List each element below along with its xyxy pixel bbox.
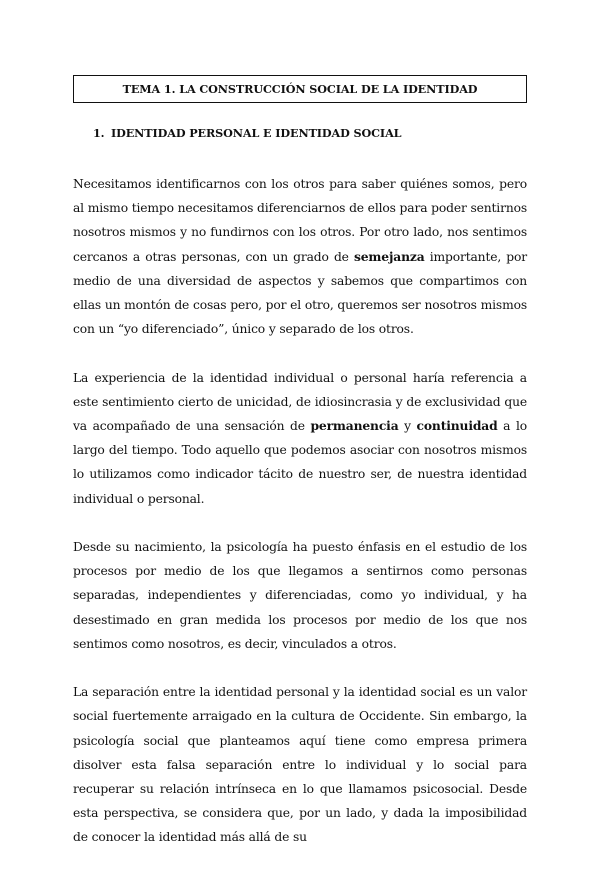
section-heading — [93, 126, 401, 140]
section-number: 1. — [93, 126, 105, 140]
paragraph-text: La experiencia de la identidad individual o personal haría referencia a este sentimiento cierto de unicidad, de idiosincrasia y de exclusividad que va acompañado de una sensación de — [73, 370, 527, 434]
bold-term-semejanza: semejanza — [353, 248, 425, 264]
bold-term-continuidad: continuidad — [416, 418, 498, 434]
paragraph-1 — [73, 172, 527, 341]
bold-term-permanencia: permanencia — [310, 418, 399, 434]
paragraph-2 — [73, 366, 527, 511]
paragraph-text: importante, por medio de una diversidad de aspectos y sabemos que compartimos con ellas un montón de cosas pero, por el otro, queremos ser nosotros mismos con un “yo diferenciado”, único y separado de los otros. — [73, 249, 527, 337]
paragraph-text: Necesitamos identificarnos con los otros para saber quiénes somos, pero al mismo tiempo necesitamos diferenciarnos de ellos para poder sentirnos nosotros mismos y no fundirnos con los otros. Por otro lado, nos sentimos cercanos a otras personas, con un grado de — [73, 177, 527, 264]
paragraph-4 — [73, 680, 527, 849]
document-title — [73, 75, 527, 103]
document-title-text: TEMA 1. LA CONSTRUCCIÓN SOCIAL DE LA IDENTIDAD — [122, 82, 478, 96]
document-body — [73, 172, 527, 874]
paragraph-text: y — [398, 419, 417, 434]
paragraph-3 — [73, 535, 527, 656]
paragraph-text: La separación entre la identidad personal y la identidad social es un valor social fuertemente arraigado en la cultura de Occidente. Sin embargo, la psicología social que planteamos aquí tiene como empresa primera disolver esta falsa separación entre lo individual y lo social para recuperar su relación intrínseca en lo que llamamos psicosocial. Desde esta perspectiva, se considera que, por un lado, y dada la imposibilidad de conocer la identidad más allá de su — [73, 685, 527, 845]
paragraph-text: Desde su nacimiento, la psicología ha puesto énfasis en el estudio de los procesos por medio de los que llegamos a sentirnos como personas separadas, independientes y diferenciadas, como yo individual, y ha desestimado en gran medida los procesos por medio de los que nos sentimos como nosotros, es decir, vinculados a otros. — [73, 540, 527, 651]
section-heading-text: IDENTIDAD PERSONAL E IDENTIDAD SOCIAL — [111, 126, 402, 140]
paragraph-text: a lo largo del tiempo. Todo aquello que podemos asociar con nosotros mismos lo utilizamos como indicador tácito de nuestro ser, de nuestra identidad individual o personal. — [73, 419, 527, 506]
